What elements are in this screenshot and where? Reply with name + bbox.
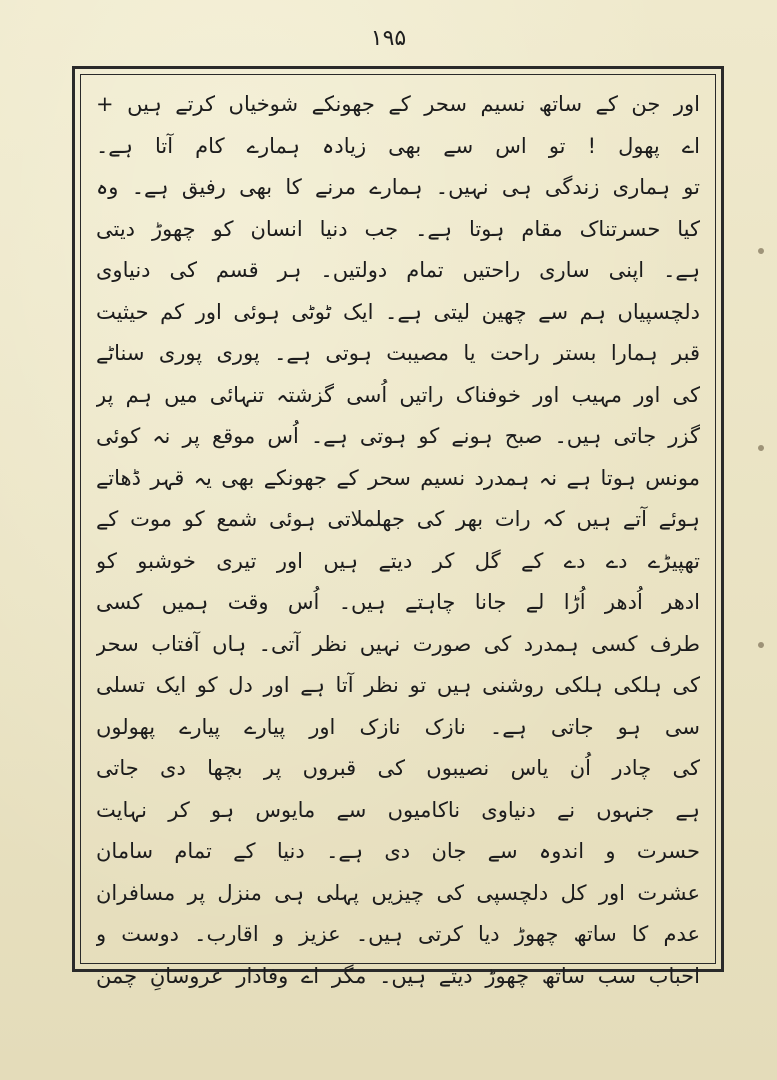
text-line-7: قبر ہمارا بستر راحت یا مصیبت ہوتی ہے۔ پوری پوری سناٹے — [96, 341, 700, 365]
page-number: ۱۹۵ — [370, 26, 407, 51]
text-line-4: کیا حسرتناک مقام ہوتا ہے۔ جب دنیا انسان کو چھوڑ دیتی — [96, 216, 700, 241]
text-line-20: عشرت اور کل دلچسپی کی چیزیں پہلی ہی منزل پر مسافران — [96, 880, 700, 905]
text-line-1: اور جن کے ساتھ نسیم سحر کے جھونکے شوخیاں کرتے ہیں + — [96, 92, 700, 116]
text-line-22: احباب سب ساتھ چھوڑ دیتے ہیں۔ مگر اے وفادار عروسانِ چمن — [96, 963, 700, 988]
text-line-2: اے پھول ! تو اس سے بھی زیادہ ہمارے کام آتا ہے۔ — [96, 133, 700, 158]
text-line-19: حسرت و اندوہ سے جان دی ہے۔ دنیا کے تمام سامان — [96, 839, 700, 863]
text-line-10: مونس ہوتا ہے نہ ہمدرد نسیم سحر کے جھونکے بھی یہ قہر ڈھاتے — [96, 465, 700, 490]
text-line-14: طرف کسی ہمدرد کی صورت نہیں نظر آتی۔ ہاں آفتاب سحر — [96, 631, 700, 656]
text-line-11: ہوئے آتے ہیں کہ رات بھر کی جھلملاتی ہوئی شمع کو موت کے — [96, 507, 700, 531]
binding-hole-mark — [758, 248, 764, 254]
text-line-9: گزر جاتی ہیں۔ صبح ہونے کو ہوتی ہے۔ اُس موقع پر نہ کوئی — [96, 424, 700, 448]
text-line-12: تھپیڑے دے دے کے گل کر دیتے ہیں اور تیری خوشبو کو — [96, 548, 700, 573]
text-line-15: کی ہلکی ہلکی روشنی ہیں تو نظر آتا ہے اور دل کو ایک تسلی — [96, 673, 700, 697]
text-line-3: تو ہماری زندگی ہی نہیں۔ ہمارے مرنے کا بھی رفیق ہے۔ وہ — [96, 175, 700, 199]
text-line-13: ادھر اُدھر اُڑا لے جانا چاہتے ہیں۔ اُس وقت ہمیں کسی — [96, 590, 700, 614]
binding-hole-mark — [758, 642, 764, 648]
text-line-18: ہے جنہوں نے دنیاوی ناکامیوں سے مایوس ہو کر نہایت — [96, 797, 700, 822]
text-line-8: کی اور مہیب اور خوفناک راتیں اُسی گزشتہ تنہائی میں ہم پر — [96, 382, 700, 407]
text-line-5: ہے۔ اپنی ساری راحتیں تمام دولتیں۔ ہر قسم کی دنیاوی — [96, 258, 700, 282]
text-line-16: سی ہو جاتی ہے۔ نازک نازک اور پیارے پیارے پھولوں — [96, 714, 700, 739]
binding-hole-mark — [758, 445, 764, 451]
text-line-21: عدم کا ساتھ چھوڑ دیا کرتی ہیں۔ عزیز و اقارب۔ دوست و — [96, 922, 700, 946]
text-line-6: دلچسپیاں ہم سے چھین لیتی ہے۔ ایک ٹوٹی ہوئی اور کم حیثیت — [96, 299, 700, 324]
text-line-17: کی چادر اُن یاس نصیبوں کی قبروں پر بچھا دی جاتی — [96, 756, 700, 780]
body-text — [96, 84, 700, 988]
